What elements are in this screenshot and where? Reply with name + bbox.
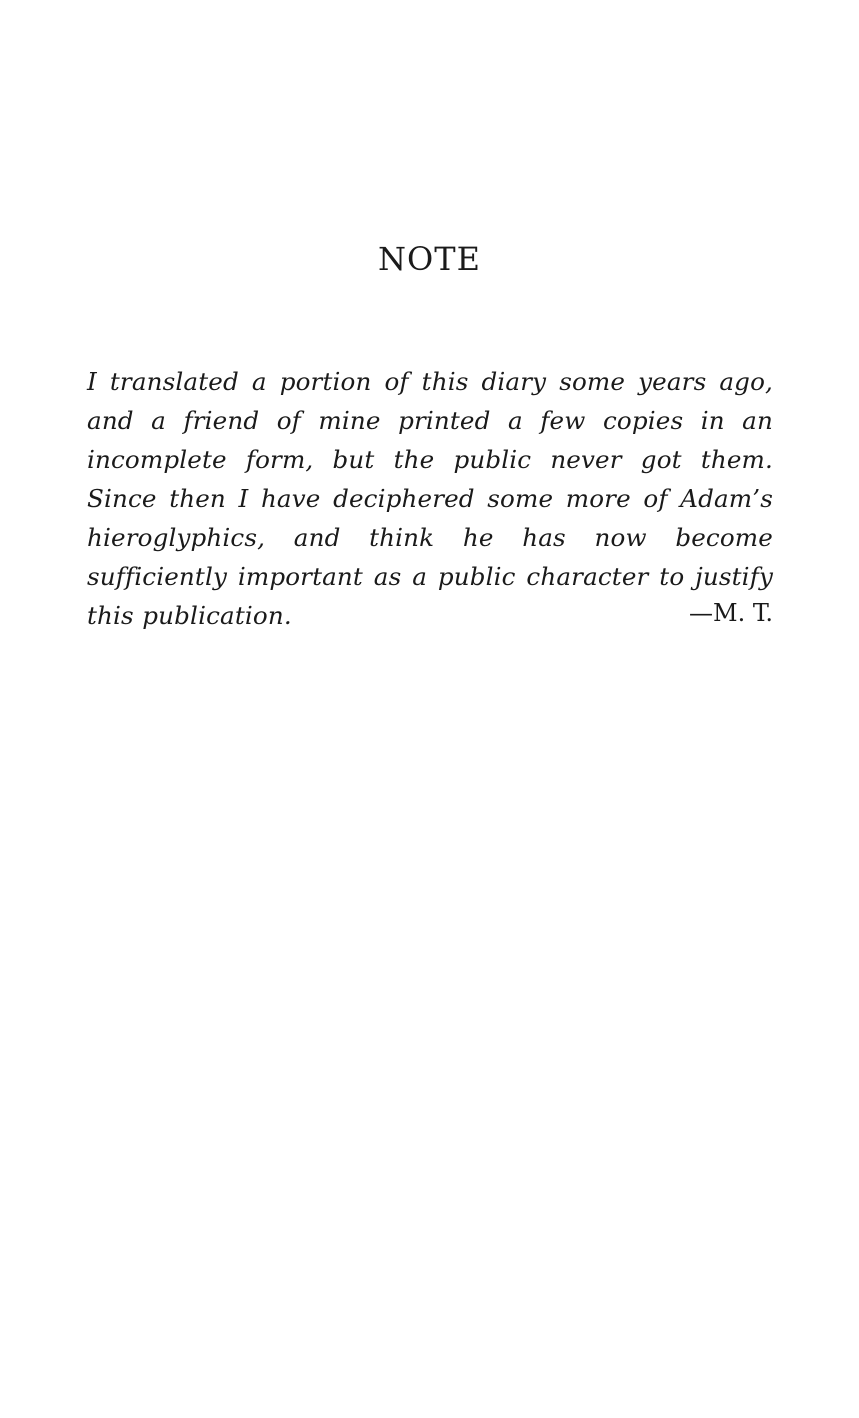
note-signature: —M. T. — [689, 599, 773, 627]
note-paragraph: I translated a portion of this diary some years ago, and a friend of mine printed a few copies in an incomplete form, but the public never got them. Since then I have deciphered some more of Adam’s hieroglyphics, and think he has now become sufficiently important as a public character to justify this publication. — [87, 367, 773, 630]
page-title: NOTE — [378, 240, 481, 278]
